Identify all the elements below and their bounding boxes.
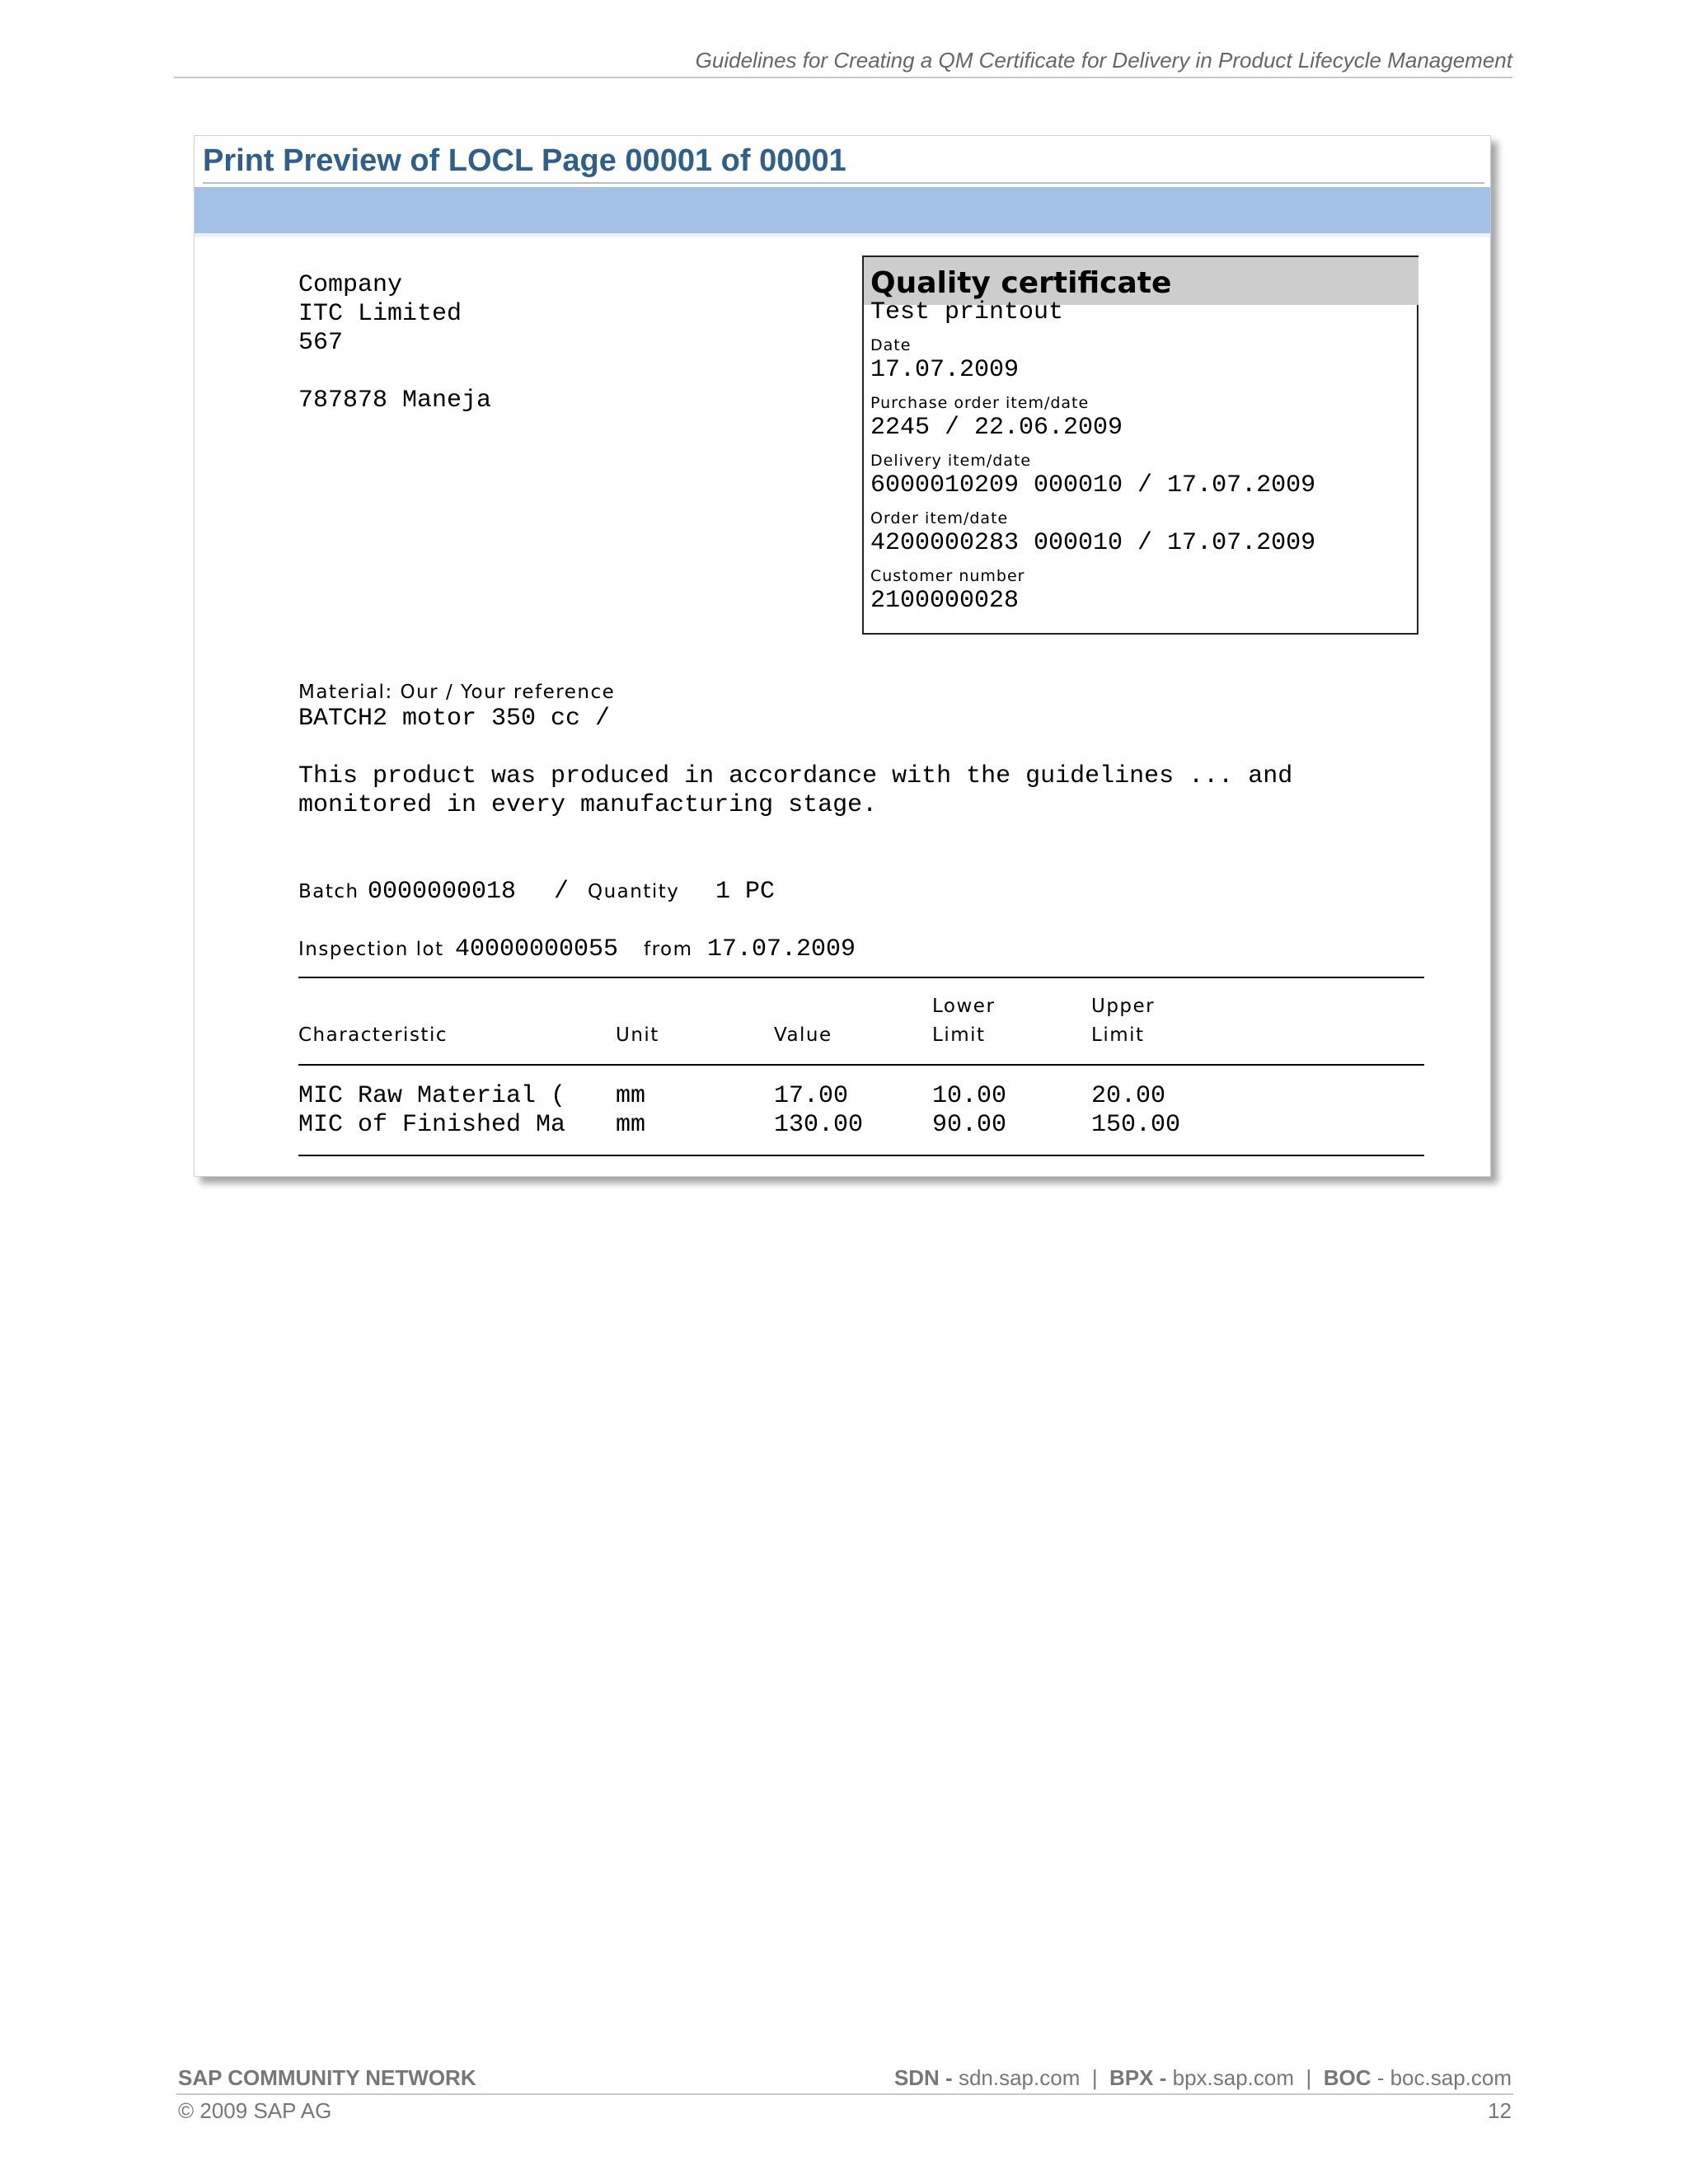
sdn-link[interactable]: sdn.sap.com: [958, 2065, 1081, 2090]
footer-pipe: |: [1091, 2065, 1098, 2090]
header-unit: Unit: [616, 1024, 659, 1046]
footer-top: [176, 2065, 1513, 2095]
footer-bottom: [176, 2098, 1513, 2125]
row-value: 17.00: [774, 1082, 849, 1110]
toolbar-band: [195, 187, 1490, 237]
statement-line: monitored in every manufacturing stage.: [298, 791, 878, 819]
footer-network: SAP COMMUNITY NETWORK: [178, 2065, 476, 2090]
inspection-label: Inspection lot: [298, 939, 444, 960]
row-lower-limit: 90.00: [932, 1111, 1007, 1139]
address-line: 787878 Maneja: [298, 387, 492, 415]
header-value: Value: [774, 1024, 832, 1046]
certificate-box: [862, 255, 1418, 635]
preview-title: Print Preview of LOCL Page 00001 of 00001: [203, 139, 1484, 184]
address-line: 567: [298, 329, 344, 357]
material-label: Material: Our / Your reference: [298, 682, 616, 703]
delivery-label: Delivery item/date: [870, 452, 1032, 470]
material-value: BATCH2 motor 350 cc /: [298, 705, 611, 733]
footer-pipe: |: [1306, 2065, 1312, 2090]
table-top-rule: [298, 977, 1424, 978]
from-value: 17.07.2009: [707, 935, 856, 963]
quantity-value: 1 PC: [715, 878, 776, 906]
bpx-label: BPX -: [1109, 2065, 1167, 2090]
inspection-value: 40000000055: [455, 935, 619, 963]
order-value: 4200000283 000010 / 17.07.2009: [870, 529, 1316, 557]
table-bottom-rule: [298, 1155, 1424, 1156]
boc-label: BOC: [1323, 2065, 1372, 2090]
row-value: 130.00: [774, 1111, 864, 1139]
quantity-label: Quantity: [588, 881, 680, 902]
table-header-rule: [298, 1064, 1424, 1066]
bpx-link[interactable]: bpx.sap.com: [1172, 2065, 1295, 2090]
from-label: from: [644, 939, 693, 960]
header-lower-bottom: Limit: [932, 1024, 986, 1046]
header-upper-top: Upper: [1091, 996, 1156, 1017]
document-header: Guidelines for Creating a QM Certificate for Delivery in Product Lifecycle Management: [174, 48, 1512, 78]
header-lower-top: Lower: [932, 996, 996, 1017]
copyright: © 2009 SAP AG: [178, 2098, 332, 2123]
batch-value: 0000000018: [368, 878, 517, 906]
po-label: Purchase order item/date: [870, 394, 1090, 412]
date-label: Date: [870, 336, 912, 354]
row-unit: mm: [616, 1082, 646, 1110]
header-characteristic: Characteristic: [298, 1024, 448, 1046]
row-unit: mm: [616, 1111, 646, 1139]
batch-label: Batch: [298, 881, 359, 902]
address-line: ITC Limited: [298, 300, 462, 328]
row-characteristic: MIC Raw Material (: [298, 1082, 566, 1110]
po-value: 2245 / 22.06.2009: [870, 414, 1123, 442]
print-preview-window: [194, 135, 1491, 1177]
header-upper-bottom: Limit: [1091, 1024, 1145, 1046]
certificate-subtitle: Test printout: [870, 298, 1064, 326]
customer-label: Customer number: [870, 567, 1025, 585]
delivery-value: 6000010209 000010 / 17.07.2009: [870, 471, 1316, 499]
row-characteristic: MIC of Finished Ma: [298, 1111, 566, 1139]
row-lower-limit: 10.00: [932, 1082, 1007, 1110]
order-label: Order item/date: [870, 509, 1009, 527]
customer-value: 2100000028: [870, 587, 1020, 615]
boc-link[interactable]: - boc.sap.com: [1376, 2065, 1512, 2090]
batch-separator: /: [554, 878, 570, 906]
page-number: 12: [1488, 2098, 1512, 2123]
statement-line: This product was produced in accordance with the guidelines ... and: [298, 762, 1293, 790]
row-upper-limit: 150.00: [1091, 1111, 1181, 1139]
date-value: 17.07.2009: [870, 356, 1020, 384]
address-line: Company: [298, 271, 403, 299]
certificate-title: Quality certificate: [864, 257, 1418, 305]
sdn-label: SDN -: [893, 2065, 953, 2090]
footer-links: [894, 2065, 1512, 2091]
row-upper-limit: 20.00: [1091, 1082, 1166, 1110]
